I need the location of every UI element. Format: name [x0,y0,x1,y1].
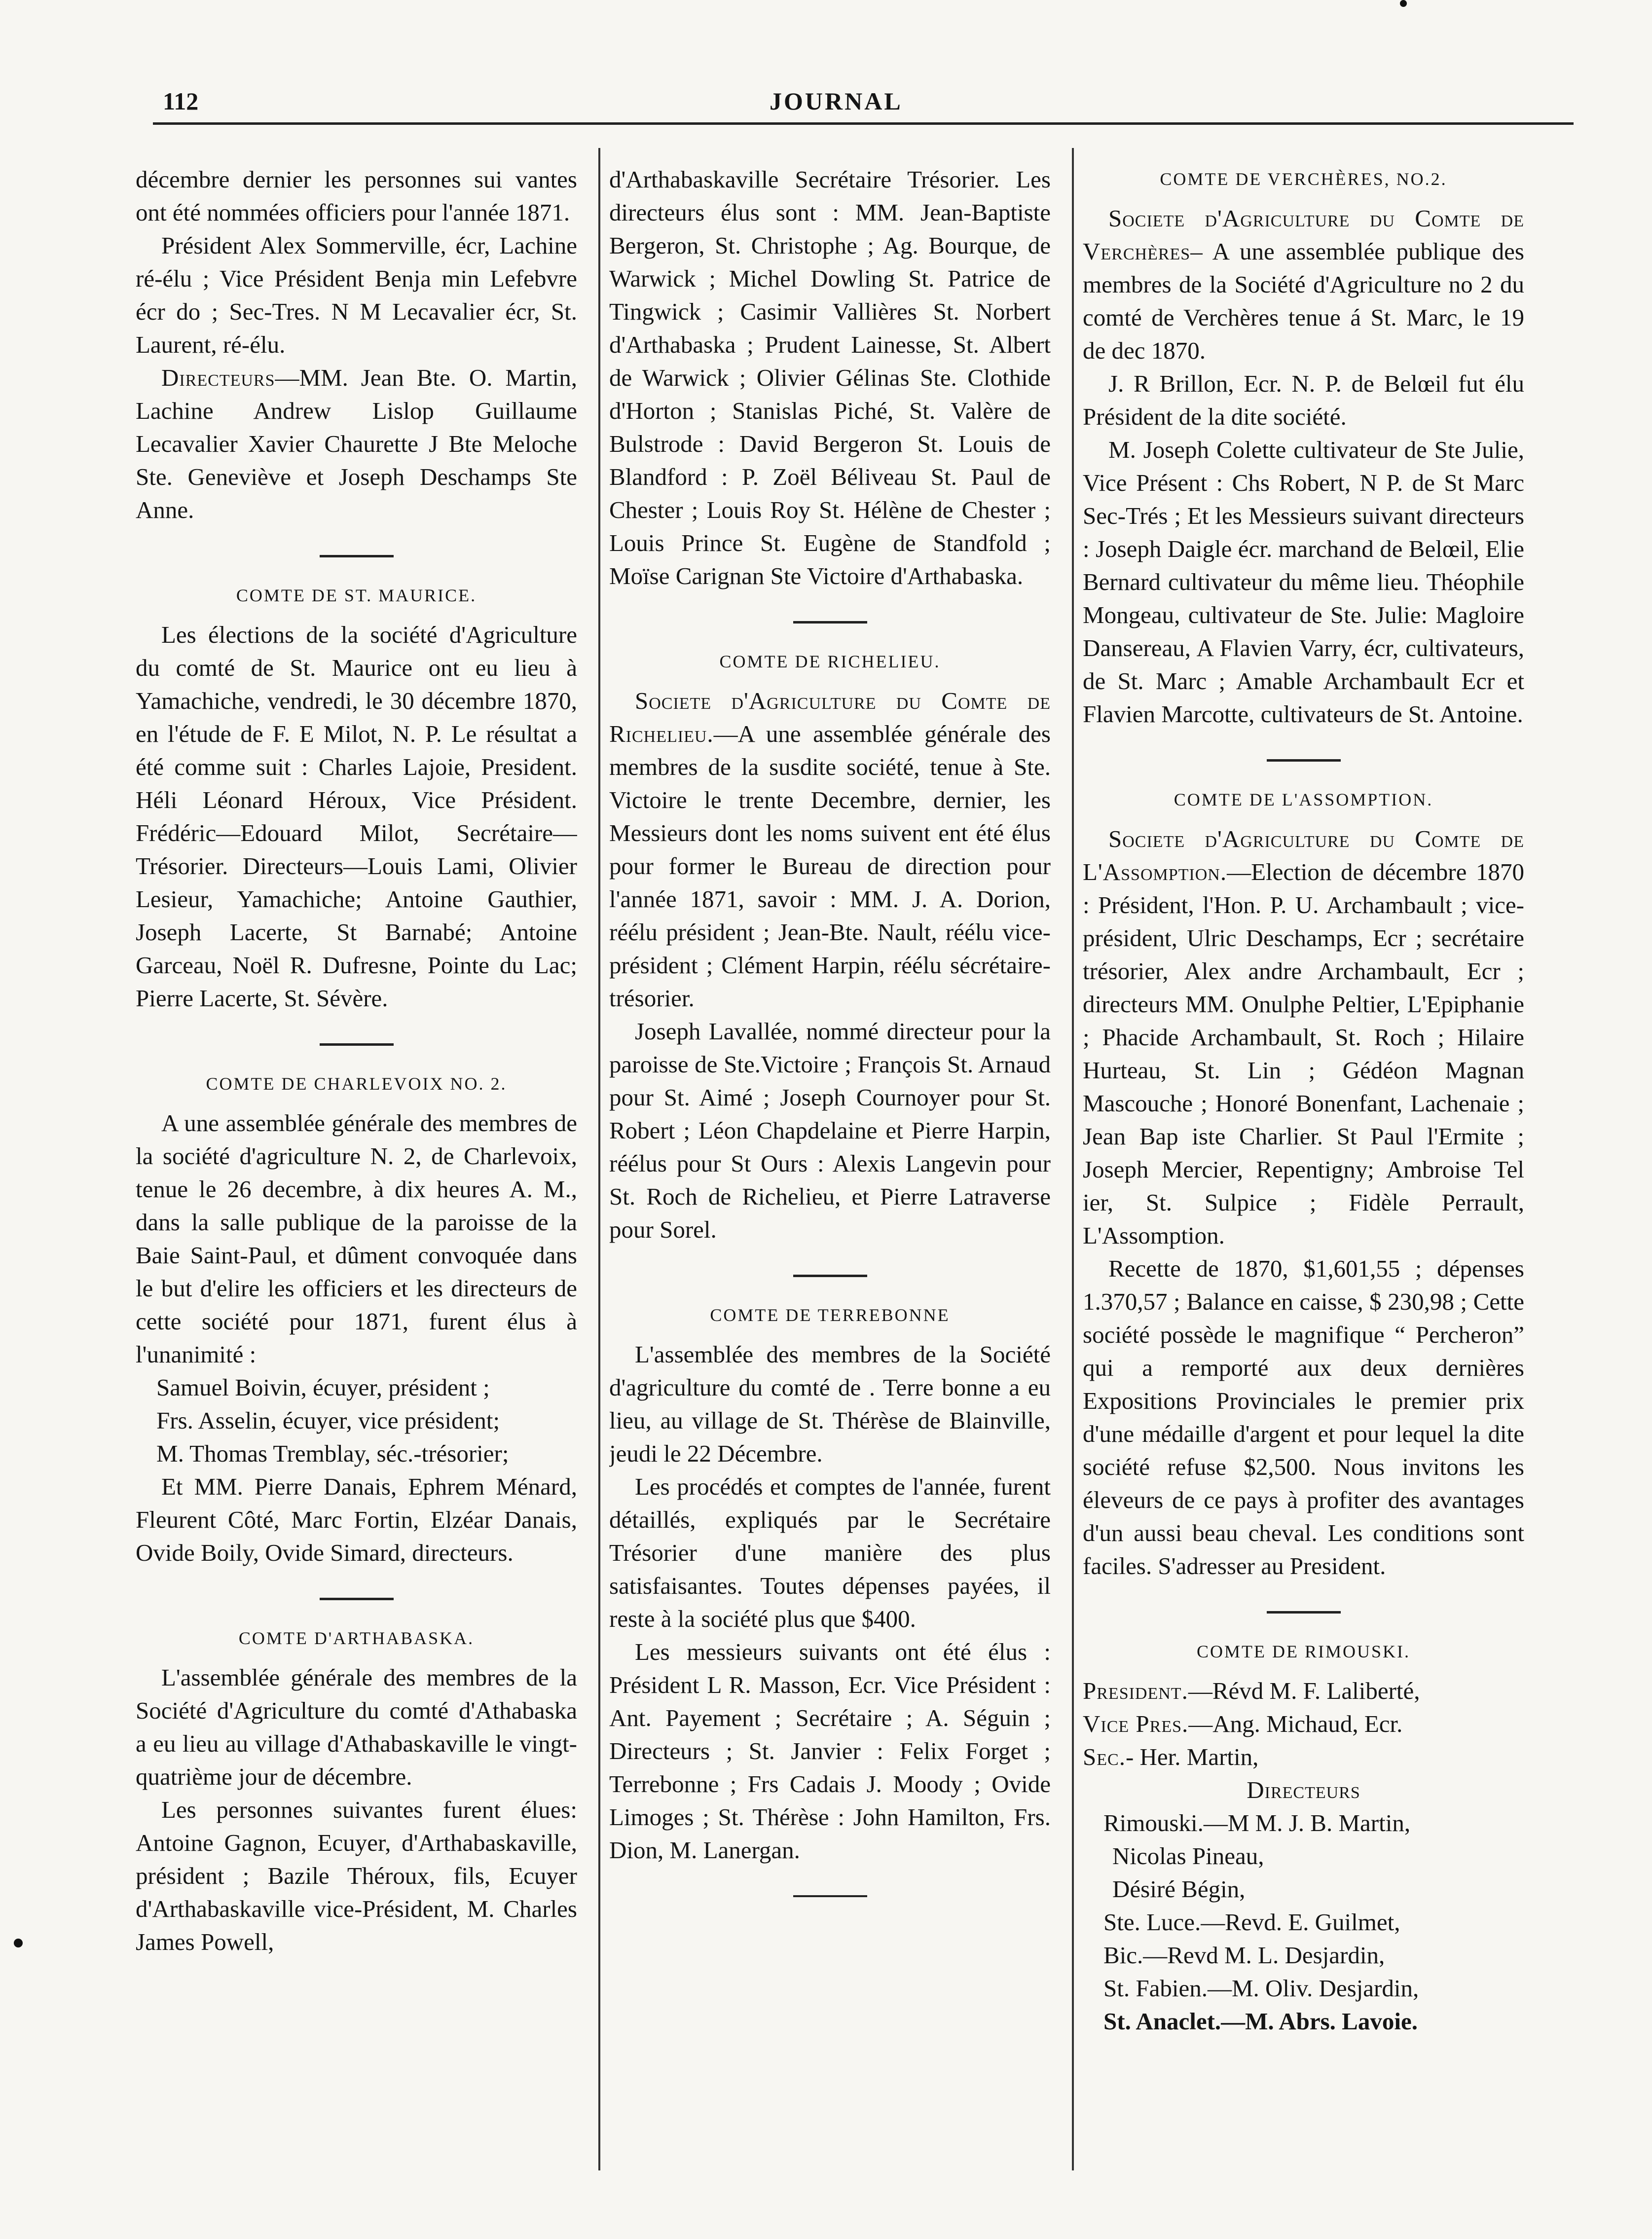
directors-heading: Directeurs [1247,1776,1360,1803]
column-left [136,163,577,2136]
officer-text: —Ang. Michaud, Ecr. [1188,1710,1403,1737]
section-separator [320,1043,394,1046]
page-header [163,84,1549,128]
section-heading: COMTE DE RIMOUSKI. [1196,1642,1410,1661]
directors-label: Directeurs [161,364,275,391]
section-separator [793,1275,867,1277]
column-rule [598,148,600,2170]
officer-text: —Révd M. F. Laliberté, [1188,1677,1420,1704]
paragraph: A une assemblée générale des membres de la société d'agriculture N. 2, de Charlevoix, tenue le 26 decembre, à dix heures A. M., dans la salle publique de la paroisse de la Baie Saint-Paul, et dûment convoquée dans le but d'elire les officiers et les directeurs de cette société pour 1871, furent élus à l'unanimité : [136,1109,577,1368]
section-separator [793,1895,867,1897]
list-item: Ste. Luce.—Revd. E. Guilmet, [1103,1909,1400,1936]
ink-mark [14,1939,23,1947]
column-middle [609,163,1051,2136]
paragraph-text: —A une assemblée générale des membres de la susdite société, tenue à Ste. Victoire le trente Decembre, dernier, les Messieurs dont les noms suivent ent été élus pour former le Bureau de direction pour l'année 1871, savoir : MM. J. A. Dorion, réélu président ; Jean-Bte. Nault, réélu vice- président ; Clément Harpin, réélu sécrétaire-trésorier. [609,720,1051,1012]
section-separator [1267,1611,1341,1614]
list-item: Frs. Asselin, écuyer, vice président; [156,1407,500,1434]
paragraph: Joseph Lavallée, nommé directeur pour la paroisse de Ste.Victoire ; François St. Arnaud pour St. Aimé ; Joseph Cournoyer pour St. Robert ; Léon Chapdelaine et Pierre Harpin, réélus pour St Ours : Alexis Langevin pour St. Roch de Richelieu, et Pierre Latraverse pour Sorel. [609,1018,1051,1243]
paragraph: L'assemblée générale des membres de la Société d'Agriculture du comté d'Athabaska a eu lieu au village d'Athabaskaville le vingt-quatrième jour de décembre. [136,1664,577,1790]
paragraph-text: —Election de décembre 1870 : Président, l'Hon. P. U. Archambault ; vice-président, Ulric Deschamps, Ecr ; secrétaire trésorier, Alex andre Archambault, Ecr ; directeurs MM. Onulphe Peltier, L'Epiphanie ; Phacide Archambault, St. Roch ; Hilaire Hurteau, St. Lin ; Gédéon Magnan Mascouche ; Honoré Bonenfant, Lachenaie ; Jean Bap iste Charlier. St Paul l'Ermite ; Joseph Mercier, Repentigny; Ambroise Tel ier, St. Sulpice ; Fidèle Perrault, L'Assomption. [1083,858,1524,1249]
paragraph-text: – A une assemblée publique des membres de la Société d'Agriculture no 2 du comté de Verchères tenue á St. Marc, le 19 de dec 1870. [1083,238,1524,364]
paragraph [1083,202,1524,367]
list-item: Rimouski.—M M. J. B. Martin, [1103,1809,1411,1836]
list-item: M. Thomas Tremblay, séc.-trésorier; [156,1440,509,1467]
ink-mark [1400,0,1407,7]
society-label: Societe d'Agriculture du Comte de Verchères [1083,205,1524,265]
column-right [1083,163,1524,2136]
paragraph: décembre dernier les personnes sui vantes ont été nommées officiers pour l'année 1871. [136,166,577,226]
section-separator [1267,759,1341,762]
society-label: Societe d'Agriculture du Comte de L'Assomption. [1083,825,1524,885]
paragraph: M. Joseph Colette cultivateur de Ste Julie, Vice Présent : Chs Robert, N P. de St Marc Sec-Trés ; Et les Messieurs suivant directeurs : Joseph Daigle écr. marchand de Belœil, Elie Bernard cultivateur du même lieu. Théophile Mongeau, cultivateur de Ste. Julie: Magloire Dansereau, A Flavien Varry, écr, cultivateurs, de St. Marc ; Amable Archambault Ecr et Flavien Marcotte, cultivateurs de St. Antoine. [1083,436,1524,728]
officer-label: President. [1083,1677,1188,1704]
paragraph: Les procédés et comptes de l'année, furent détaillés, expliqués par le Secrétaire Trésorier d'une manière des plus satisfaisantes. Toutes dépenses payées, il reste à la société plus que $400. [609,1473,1051,1632]
paragraph [136,361,577,526]
list-item: Nicolas Pineau, [1112,1842,1264,1870]
section-heading: COMTE DE RICHELIEU. [719,652,941,671]
section-separator [793,621,867,624]
paragraph: Président Alex Sommerville, écr, Lachine ré-élu ; Vice Président Benja min Lefebvre écr do ; Sec-Tres. N M Lecavalier écr, St. Laurent, ré-élu. [136,232,577,358]
section-heading: COMTE DE L'ASSOMPTION. [1174,790,1433,809]
list-item: St. Fabien.—M. Oliv. Desjardin, [1103,1975,1419,2002]
list-item: St. Anaclet.—M. Abrs. Lavoie. [1103,2008,1418,2035]
officer-label: Vice Pres. [1083,1710,1189,1737]
officer-label: Sec. [1083,1743,1126,1770]
running-title: JOURNAL [770,87,903,115]
list-item: Désiré Bégin, [1112,1875,1246,1903]
list-item: Samuel Boivin, écuyer, président ; [156,1374,490,1401]
paragraph: J. R Brillon, Ecr. N. P. de Belœil fut élu Président de la dite société. [1083,370,1524,430]
paragraph [1083,822,1524,1252]
section-heading: COMTE D'ARTHABASKA. [238,1628,475,1648]
paragraph: L'assemblée des membres de la Société d'agriculture du comté de . Terre bonne a eu lieu, au village de St. Thérèse de Blainville, jeudi le 22 Décembre. [609,1341,1051,1467]
society-label: Societe d'Agriculture du Comte de Richelieu. [609,687,1051,747]
section-heading: COMTE DE VERCHÈRES, NO.2. [1160,169,1447,189]
officer-text: - Her. Martin, [1125,1743,1259,1770]
paragraph: d'Arthabaskaville Secrétaire Trésorier. Les directeurs élus sont : MM. Jean-Baptiste Bergeron, St. Christophe ; Ag. Bourque, de Warwick ; Michel Dowling St. Patrice de Tingwick ; Casimir Vallières St. Norbert d'Arthabaska ; Prudent Lainesse, St. Albert de Warwick ; Olivier Gélinas Ste. Clothide d'Horton ; Stanislas Piché, St. Valère de Bulstrode : David Bergeron St. Louis de Blandford : P. Zoël Béliveau St. Paul de Chester ; Louis Roy St. Hélène de Chester ; Louis Prince St. Eugène de Standfold ; Moïse Carignan Ste Victoire d'Arthabaska. [609,166,1051,589]
paragraph: Les élections de la société d'Agriculture du comté de St. Maurice ont eu lieu à Yamachiche, vendredi, le 30 décembre 1870, en l'étude de F. E Milot, N. P. Le résultat a été comme suit : Charles Lajoie, President. Héli Léonard Héroux, Vice Président. Frédéric—Edouard Milot, Secrétaire—Trésorier. Directeurs—Louis Lami, Olivier Lesieur, Yamachiche; Antoine Gauthier, Joseph Lacerte, St Barnabé; Antoine Garceau, Noël R. Dufresne, Pointe du Lac; Pierre Lacerte, St. Sévère. [136,621,577,1012]
section-heading: COMTE DE ST. MAURICE. [236,586,477,605]
paragraph: Les messieurs suivants ont été élus : Président L R. Masson, Ecr. Vice Président : Ant. Payement ; Secrétaire ; A. Séguin ; Directeurs ; St. Janvier : Felix Forget ; Terrebonne ; Frs Cadais J. Moody ; Ovide Limoges ; St. Thérèse : John Hamilton, Frs. Dion, M. Lanergan. [609,1638,1051,1864]
section-separator [320,555,394,557]
paragraph: Et MM. Pierre Danais, Ephrem Ménard, Fleurent Côté, Marc Fortin, Elzéar Danais, Ovide Boily, Ovide Simard, directeurs. [136,1473,577,1566]
section-separator [320,1598,394,1600]
officer-line [1083,1674,1524,1707]
paragraph: Les personnes suivantes furent élues: Antoine Gagnon, Ecuyer, d'Arthabaskaville, président ; Bazile Théroux, fils, Ecuyer d'Arthabaskaville vice-Président, M. Charles James Powell, [136,1796,577,1955]
section-heading: COMTE DE TERREBONNE [710,1305,950,1325]
directors-text: —MM. Jean Bte. O. Martin, Lachine Andrew Lislop Guillaume Lecavalier Xavier Chaurette J Bte Meloche Ste. Geneviève et Joseph Deschamps Ste Anne. [136,364,577,523]
officer-line [1083,1707,1524,1740]
column-rule [1072,148,1074,2170]
officer-line [1083,1740,1524,1773]
paragraph [609,684,1051,1015]
header-rule [153,122,1574,125]
section-heading: COMTE DE CHARLEVOIX NO. 2. [206,1074,507,1094]
paragraph: Recette de 1870, $1,601,55 ; dépenses 1.370,57 ; Balance en caisse, $ 230,98 ; Cette société possède le magnifique “ Percheron” qui a remporté aux deux dernières Expositions Provinciales le premier prix d'une médaille d'argent et pour lequel la dite société refuse $2,500. Nous invitons les éleveurs de ce pays à profiter des avantages d'un aussi beau cheval. Les conditions sont faciles. S'adresser au President. [1083,1255,1524,1579]
page-number: 112 [163,87,199,115]
list-item: Bic.—Revd M. L. Desjardin, [1103,1942,1385,1969]
